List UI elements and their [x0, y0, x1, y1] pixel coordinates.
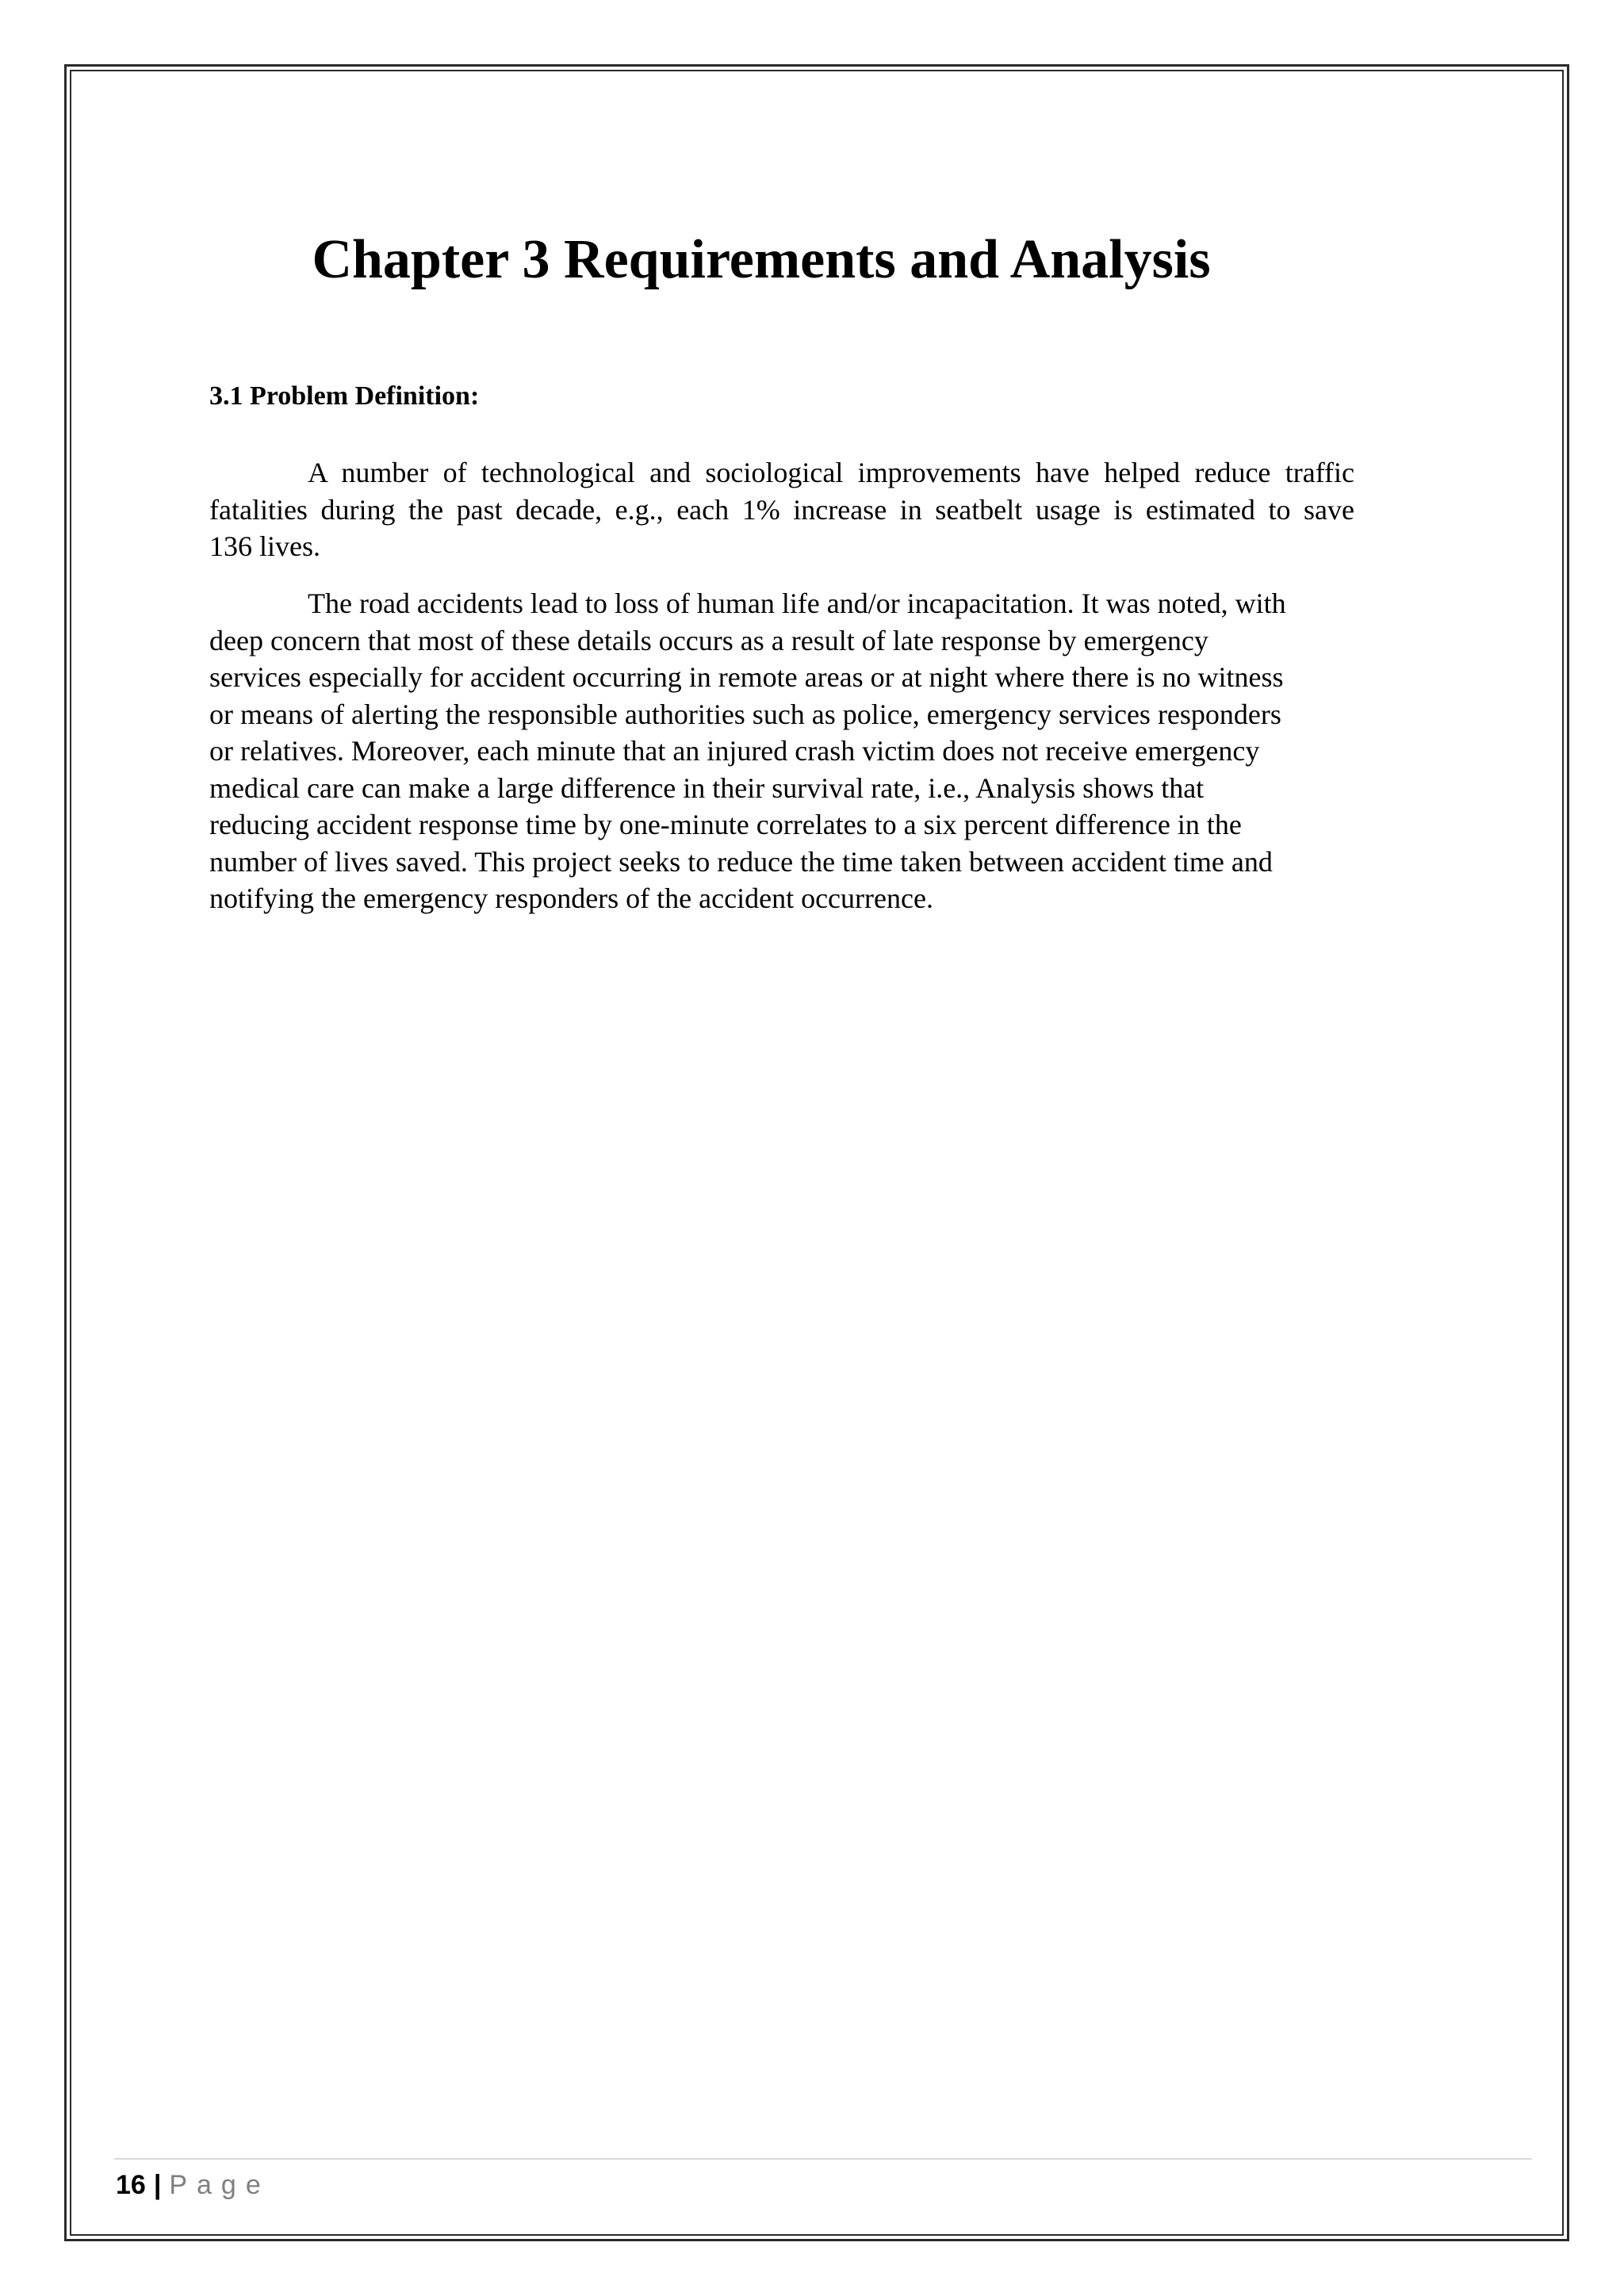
paragraph-2-line: services especially for accident occurring in remote areas or at night where there is no witness [209, 661, 1284, 693]
page-label: Page [169, 2170, 270, 2200]
footer-separator: | [153, 2170, 162, 2200]
paragraph-2-line: medical care can make a large difference in their survival rate, i.e., Analysis shows that [209, 771, 1205, 804]
paragraph-1-line: 136 lives. [209, 530, 320, 562]
paragraph-2-line: reducing accident response time by one-minute correlates to a six percent difference in the [209, 809, 1242, 840]
paragraph-2-line: The road accidents lead to loss of human life and/or incapacitation. It was noted, with [308, 587, 1286, 619]
paragraph-2-line: or relatives. Moreover, each minute that an injured crash victim does not receive emergency [209, 735, 1260, 767]
paragraph-2-line: deep concern that most of these details occurs as a result of late response by emergency [209, 624, 1208, 656]
paragraph-1 [209, 454, 1354, 565]
paragraph-2 [209, 585, 1354, 917]
section-heading: 3.1 Problem Definition: [209, 381, 480, 411]
paragraph-2-line: notifying the emergency responders of the accident occurrence. [209, 882, 933, 914]
page-footer [116, 2168, 270, 2202]
paragraph-2-line: number of lives saved. This project seeks to reduce the time taken between accident time and [209, 845, 1273, 878]
chapter-title: Chapter 3 Requirements and Analysis [312, 229, 1211, 290]
paragraph-1-line: fatalities during the past decade, e.g., each 1% increase in seatbelt usage is estimated to save [209, 493, 1354, 526]
paragraph-2-line: or means of alerting the responsible authorities such as police, emergency services responders [209, 698, 1281, 730]
page-number: 16 [116, 2170, 146, 2200]
paragraph-1-line: A number of technological and sociological improvements have helped reduce traffic [308, 457, 1354, 488]
footer-divider [114, 2158, 1532, 2160]
